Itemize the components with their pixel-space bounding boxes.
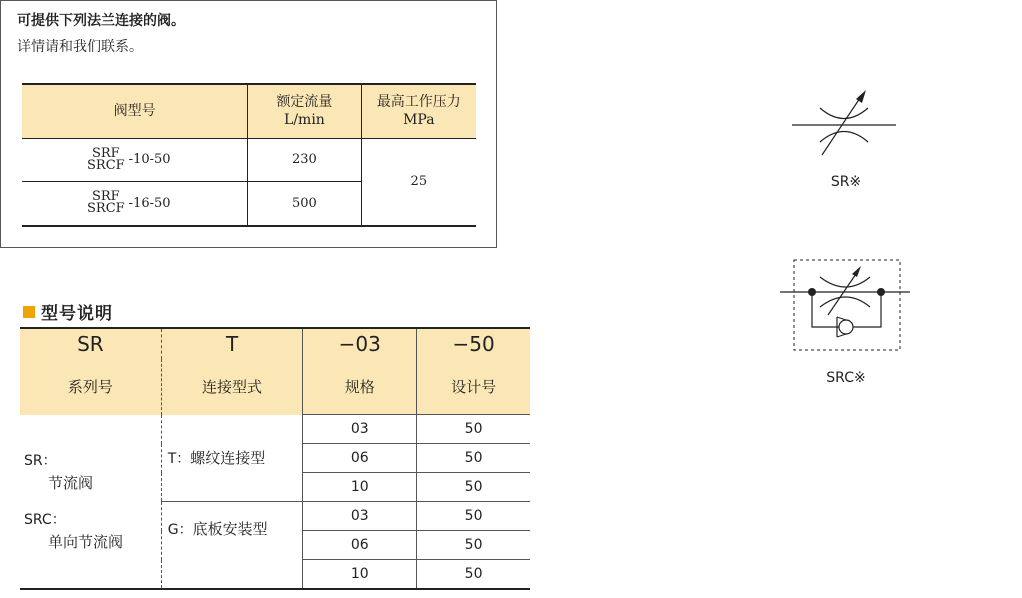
model-code-table: [20, 327, 530, 590]
header-flow: [248, 84, 361, 138]
model-suffix: -10-50: [128, 152, 171, 167]
header-pressure-unit: MPa: [403, 112, 435, 129]
model-cell: [22, 138, 248, 181]
sr-symbol-label: SR※: [830, 174, 862, 190]
header-model: 阀型号: [22, 84, 248, 138]
code-series: SR: [20, 328, 161, 359]
table-row: [20, 415, 530, 444]
design-cell: 50: [417, 531, 530, 560]
connection-t-code: T：: [167, 451, 191, 468]
header-pressure: [361, 84, 476, 138]
pressure-value: 25: [361, 138, 476, 226]
design-cell: 50: [417, 415, 530, 444]
connection-g-name: 底板安装型: [192, 520, 268, 538]
bullet-square-icon: [23, 306, 35, 318]
series-sr-code: SR：: [24, 453, 57, 470]
caption-size: 规格: [303, 359, 417, 415]
size-cell: 06: [303, 444, 417, 473]
design-cell: 50: [417, 560, 530, 590]
section-title-text: 型号说明: [41, 304, 113, 324]
design-cell: 50: [417, 502, 530, 531]
caption-series: 系列号: [20, 359, 161, 415]
code-design: −50: [417, 328, 530, 359]
flange-spec-table: [22, 83, 476, 227]
model-name-b: SRCF: [87, 157, 125, 173]
model-name-a: SRF: [91, 189, 120, 205]
connection-cell-t: [161, 415, 303, 502]
caption-header-row: [20, 359, 530, 415]
notice-line-1: 可提供下列法兰连接的阀。: [17, 13, 185, 29]
series-cell: [20, 415, 161, 590]
code-size: −03: [303, 328, 417, 359]
design-cell: 50: [417, 473, 530, 502]
caption-design: 设计号: [417, 359, 530, 415]
series-src-name: 单向节流阀: [48, 533, 124, 552]
header-pressure-label: 最高工作压力: [376, 94, 461, 111]
code-header-row: [20, 328, 530, 359]
flange-valve-notice: [0, 0, 497, 248]
model-name-b: SRCF: [87, 201, 125, 217]
table-row: [22, 138, 476, 181]
notice-line-2: 详情请和我们联系。: [17, 39, 143, 55]
src-check-throttle-symbol: [778, 257, 912, 353]
flow-value: 230: [248, 138, 361, 181]
size-cell: 06: [303, 531, 417, 560]
model-suffix: -16-50: [128, 195, 171, 211]
sr-throttle-symbol: [786, 85, 902, 165]
connection-g-code: G：: [167, 522, 193, 538]
code-connection: T: [161, 328, 303, 359]
connection-t-name: 螺纹连接型: [190, 449, 266, 468]
model-name-a: SRF: [91, 145, 120, 161]
src-symbol-label: SRC※: [826, 370, 866, 386]
size-cell: 03: [303, 502, 417, 531]
series-sr-name: 节流阀: [48, 474, 94, 493]
size-cell: 03: [303, 415, 417, 444]
design-cell: 50: [417, 444, 530, 473]
size-cell: 10: [303, 560, 417, 590]
header-flow-label: 额定流量: [276, 94, 333, 111]
size-cell: 10: [303, 473, 417, 502]
caption-connection: 连接型式: [161, 359, 303, 415]
series-src-code: SRC：: [24, 512, 66, 529]
flow-value: 500: [248, 181, 361, 226]
section-title: [23, 299, 113, 324]
model-cell: [22, 181, 248, 226]
header-flow-unit: L/min: [284, 112, 325, 129]
connection-cell-g: [161, 502, 303, 590]
